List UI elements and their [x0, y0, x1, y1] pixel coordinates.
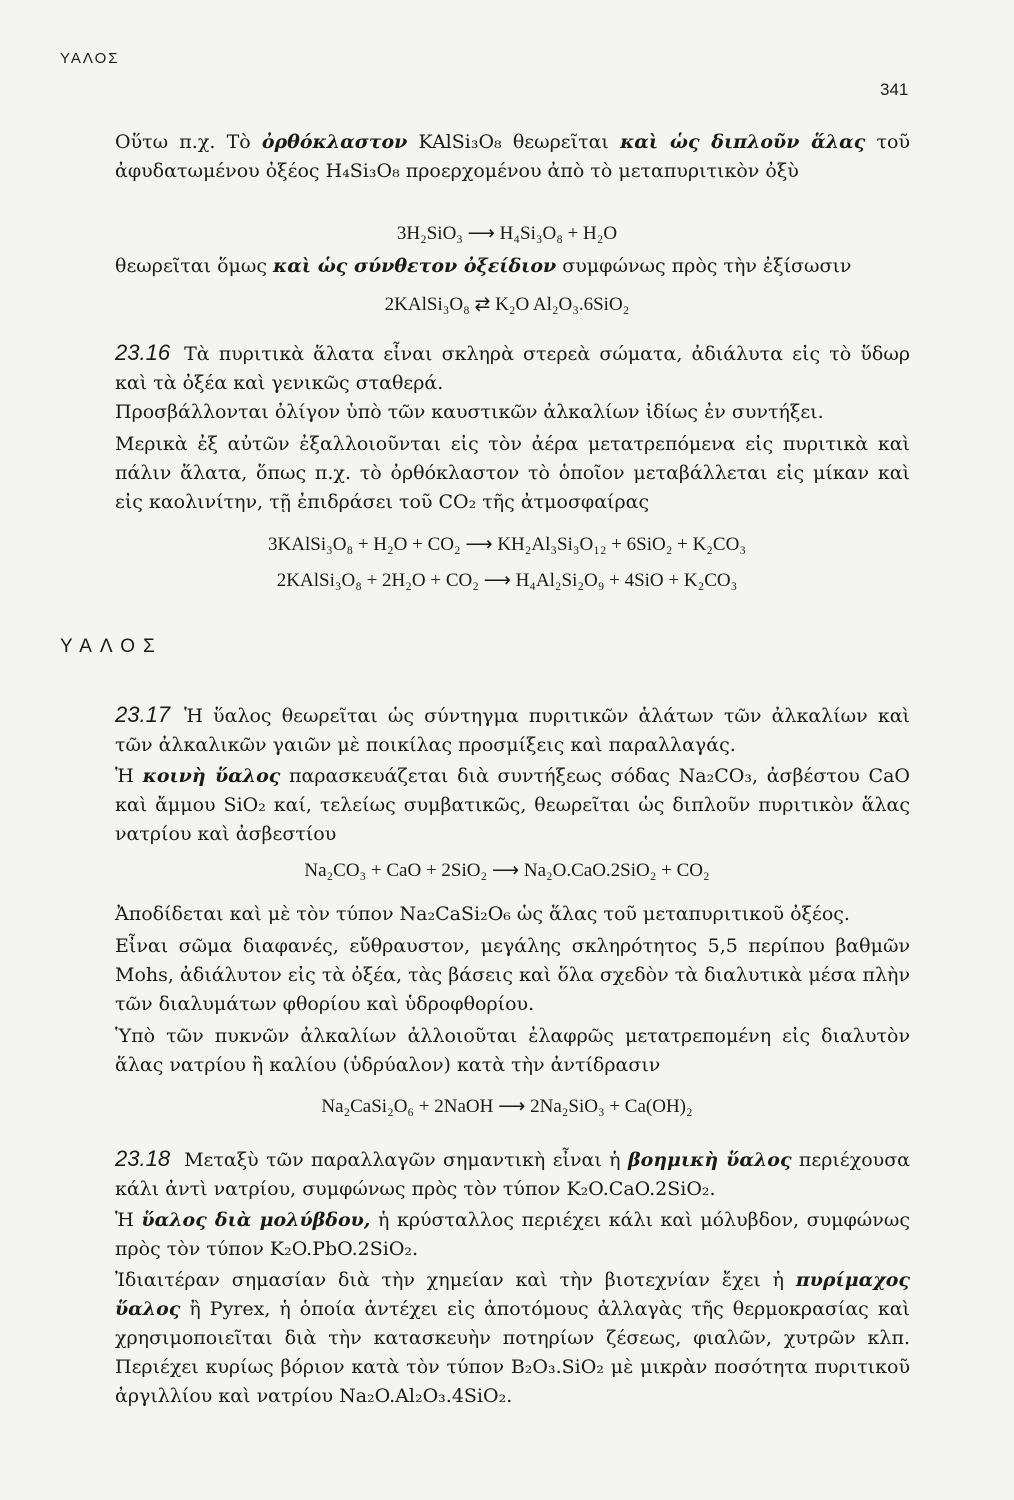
section-23-17-paragraph-1: 23.17 Ἡ ὕαλος θεωρεῖται ὡς σύντηγμα πυριτικῶν ἁλάτων τῶν ἀλκαλίων καὶ τῶν ἀλκαλικῶν γαιῶν μὲ ποικίλας προσμίξεις καὶ παραλλαγάς.: [115, 702, 910, 756]
section-23-17-paragraph-2: Ἡ κοινὴ ὕαλος παρασκευάζεται διὰ συντήξεως σόδας Na₂CO₃, ἀσβέστου CaO καὶ ἄμμου SiO₂ καί, τελείως συμβατικῶς, θεωρεῖται ὡς διπλοῦν πυριτικὸν ἅλας νατρίου καὶ ἀσβεστίου: [115, 765, 910, 845]
term-double-salt: καὶ ὡς διπλοῦν ἅλας: [620, 131, 866, 153]
section-23-16-paragraph-3: Μερικὰ ἐξ αὐτῶν ἐξαλλοιοῦνται εἰς τὸν ἀέρα μετατρεπόμενα εἰς πυριτικὰ καὶ πάλιν ἅλατα, ὅπως π.χ. τὸ ὀρθόκλαστον τὸ ὁποῖον μεταβάλλεται εἰς μίκαν καὶ εἰς καολινίτην, τῇ ἐπιδράσει τοῦ CO₂ τῆς ἀτμοσφαίρας: [115, 433, 910, 513]
term-orthoclase: ὀρθόκλαστον: [261, 131, 408, 153]
section-23-17-paragraph-5: Ὑπὸ τῶν πυκνῶν ἀλκαλίων ἀλλοιοῦται ἐλαφρῶς μετατρεπομένη εἰς διαλυτὸν ἅλας νατρίου ἢ καλίου (ὑδρύαλον) κατὰ τὴν ἀντίδρασιν: [115, 1025, 910, 1076]
equation-5: Na₂CO₃ + CaO + 2SiO₂ ⟶ Na₂O.CaO.2SiO₂ + CO₂: [304, 860, 710, 881]
section-23-17-paragraph-4: Εἶναι σῶμα διαφανές, εὔθραυστον, μεγάλης σκληρότητος 5,5 περίπου βαθμῶν Mohs, ἀδιάλυτον εἰς τὰ ὀξέα, τὰς βάσεις καὶ ὅλα σχεδὸν τὰ διαλυτικὰ μέσα πλὴν τῶν διαλυμάτων φθορίου καὶ ὑδροφθορίου.: [115, 935, 910, 1015]
section-heading: ΥΑΛΟΣ: [60, 636, 163, 657]
term-bohemian-glass: βοημικὴ ὕαλος: [627, 1149, 792, 1171]
term-lead-glass: ὕαλος διὰ μολύβδου,: [141, 1209, 371, 1231]
equation-3: 3KAlSi₃O₈ + H₂O + CO₂ ⟶ KH₂Al₃Si₃O₁₂ + 6SiO₂ + K₂CO₃: [268, 534, 746, 555]
section-23-17-paragraph-3: Ἀποδίδεται καὶ μὲ τὸν τύπον Na₂CaSi₂O₆ ὡς ἅλας τοῦ μεταπυριτικοῦ ὀξέος.: [115, 903, 850, 925]
term-common-glass: κοινὴ ὕαλος: [142, 765, 281, 787]
intro-paragraph-2: θεωρεῖται ὅμως καὶ ὡς σύνθετον ὀξείδιον συμφώνως πρὸς τὴν ἐξίσωσιν: [115, 255, 852, 277]
section-23-18-paragraph-3: Ἰδιαιτέραν σημασίαν διὰ τὴν χημείαν καὶ τὴν βιοτεχνίαν ἔχει ἡ πυρίμαχος ὕαλος ἢ Pyrex, ἡ ὁποία ἀντέχει εἰς ἀποτόμους ἀλλαγὰς τῆς θερμοκρασίας καὶ χρησιμοποιεῖται διὰ τὴν κατασκευὴν ποτηρίων ζέσεως, φιαλῶν, χυτρῶν κλπ. Περιέχει κυρίως βόριον κατὰ τὸν τύπον B₂O₃.SiO₂ μὲ μικρὰν ποσότητα πυριτικοῦ ἀργιλλίου καὶ νατρίου Na₂O.Al₂O₃.4SiO₂.: [115, 1269, 910, 1407]
section-23-18-paragraph-1: 23.18 Μεταξὺ τῶν παραλλαγῶν σημαντικὴ εἶναι ἡ βοημικὴ ὕαλος περιέχουσα κάλι ἀντὶ νατρίου, συμφώνως πρὸς τὸν τύπον K₂O.CaO.2SiO₂.: [115, 1146, 910, 1200]
section-23-18-paragraph-2: Ἡ ὕαλος διὰ μολύβδου, ἡ κρύσταλλος περιέχει κάλι καὶ μόλυβδον, συμφώνως πρὸς τὸν τύπον K₂O.PbO.2SiO₂.: [115, 1209, 910, 1260]
equation-6: Na₂CaSi₂O₆ + 2NaOH ⟶ 2Na₂SiO₃ + Ca(OH)₂: [321, 1096, 693, 1117]
section-number-23-16: 23.16: [115, 340, 171, 365]
equation-2: 2KAlSi₃O₈ ⇄ K₂O Al₂O₃.6SiO₂: [384, 294, 630, 315]
section-number-23-18: 23.18: [115, 1146, 171, 1171]
term-refractory-glass: πυρίμαχος ὕαλος: [115, 1269, 910, 1320]
term-compound-oxide: καὶ ὡς σύνθετον ὀξείδιον: [273, 255, 557, 277]
section-number-23-17: 23.17: [115, 702, 171, 727]
intro-paragraph: Οὕτω π.χ. Τὸ ὀρθόκλαστον KAlSi₃O₈ θεωρεῖται καὶ ὡς διπλοῦν ἅλας τοῦ ἀφυδατωμένου ὀξέος H₄Si₃O₈ προερχομένου ἀπὸ τὸ μεταπυριτικὸν ὀξὺ: [115, 131, 910, 182]
running-head: ΥΑΛΟΣ: [60, 50, 120, 67]
equation-4: 2KAlSi₃O₈ + 2H₂O + CO₂ ⟶ H₄Al₂Si₂O₉ + 4SiO + K₂CO₃: [276, 570, 738, 591]
section-23-16-paragraph-2: Προσβάλλονται ὀλίγον ὑπὸ τῶν καυστικῶν ἀλκαλίων ἰδίως ἐν συντήξει.: [115, 401, 824, 423]
equation-1: 3H₂SiO₃ ⟶ H₄Si₃O₈ + H₂O: [396, 223, 618, 244]
page-number: 341: [880, 80, 909, 99]
section-23-16-paragraph-1: 23.16 Τὰ πυριτικὰ ἅλατα εἶναι σκληρὰ στερεὰ σώματα, ἀδιάλυτα εἰς τὸ ὕδωρ καὶ τὰ ὀξέα καὶ γενικῶς σταθερά.: [115, 340, 910, 394]
